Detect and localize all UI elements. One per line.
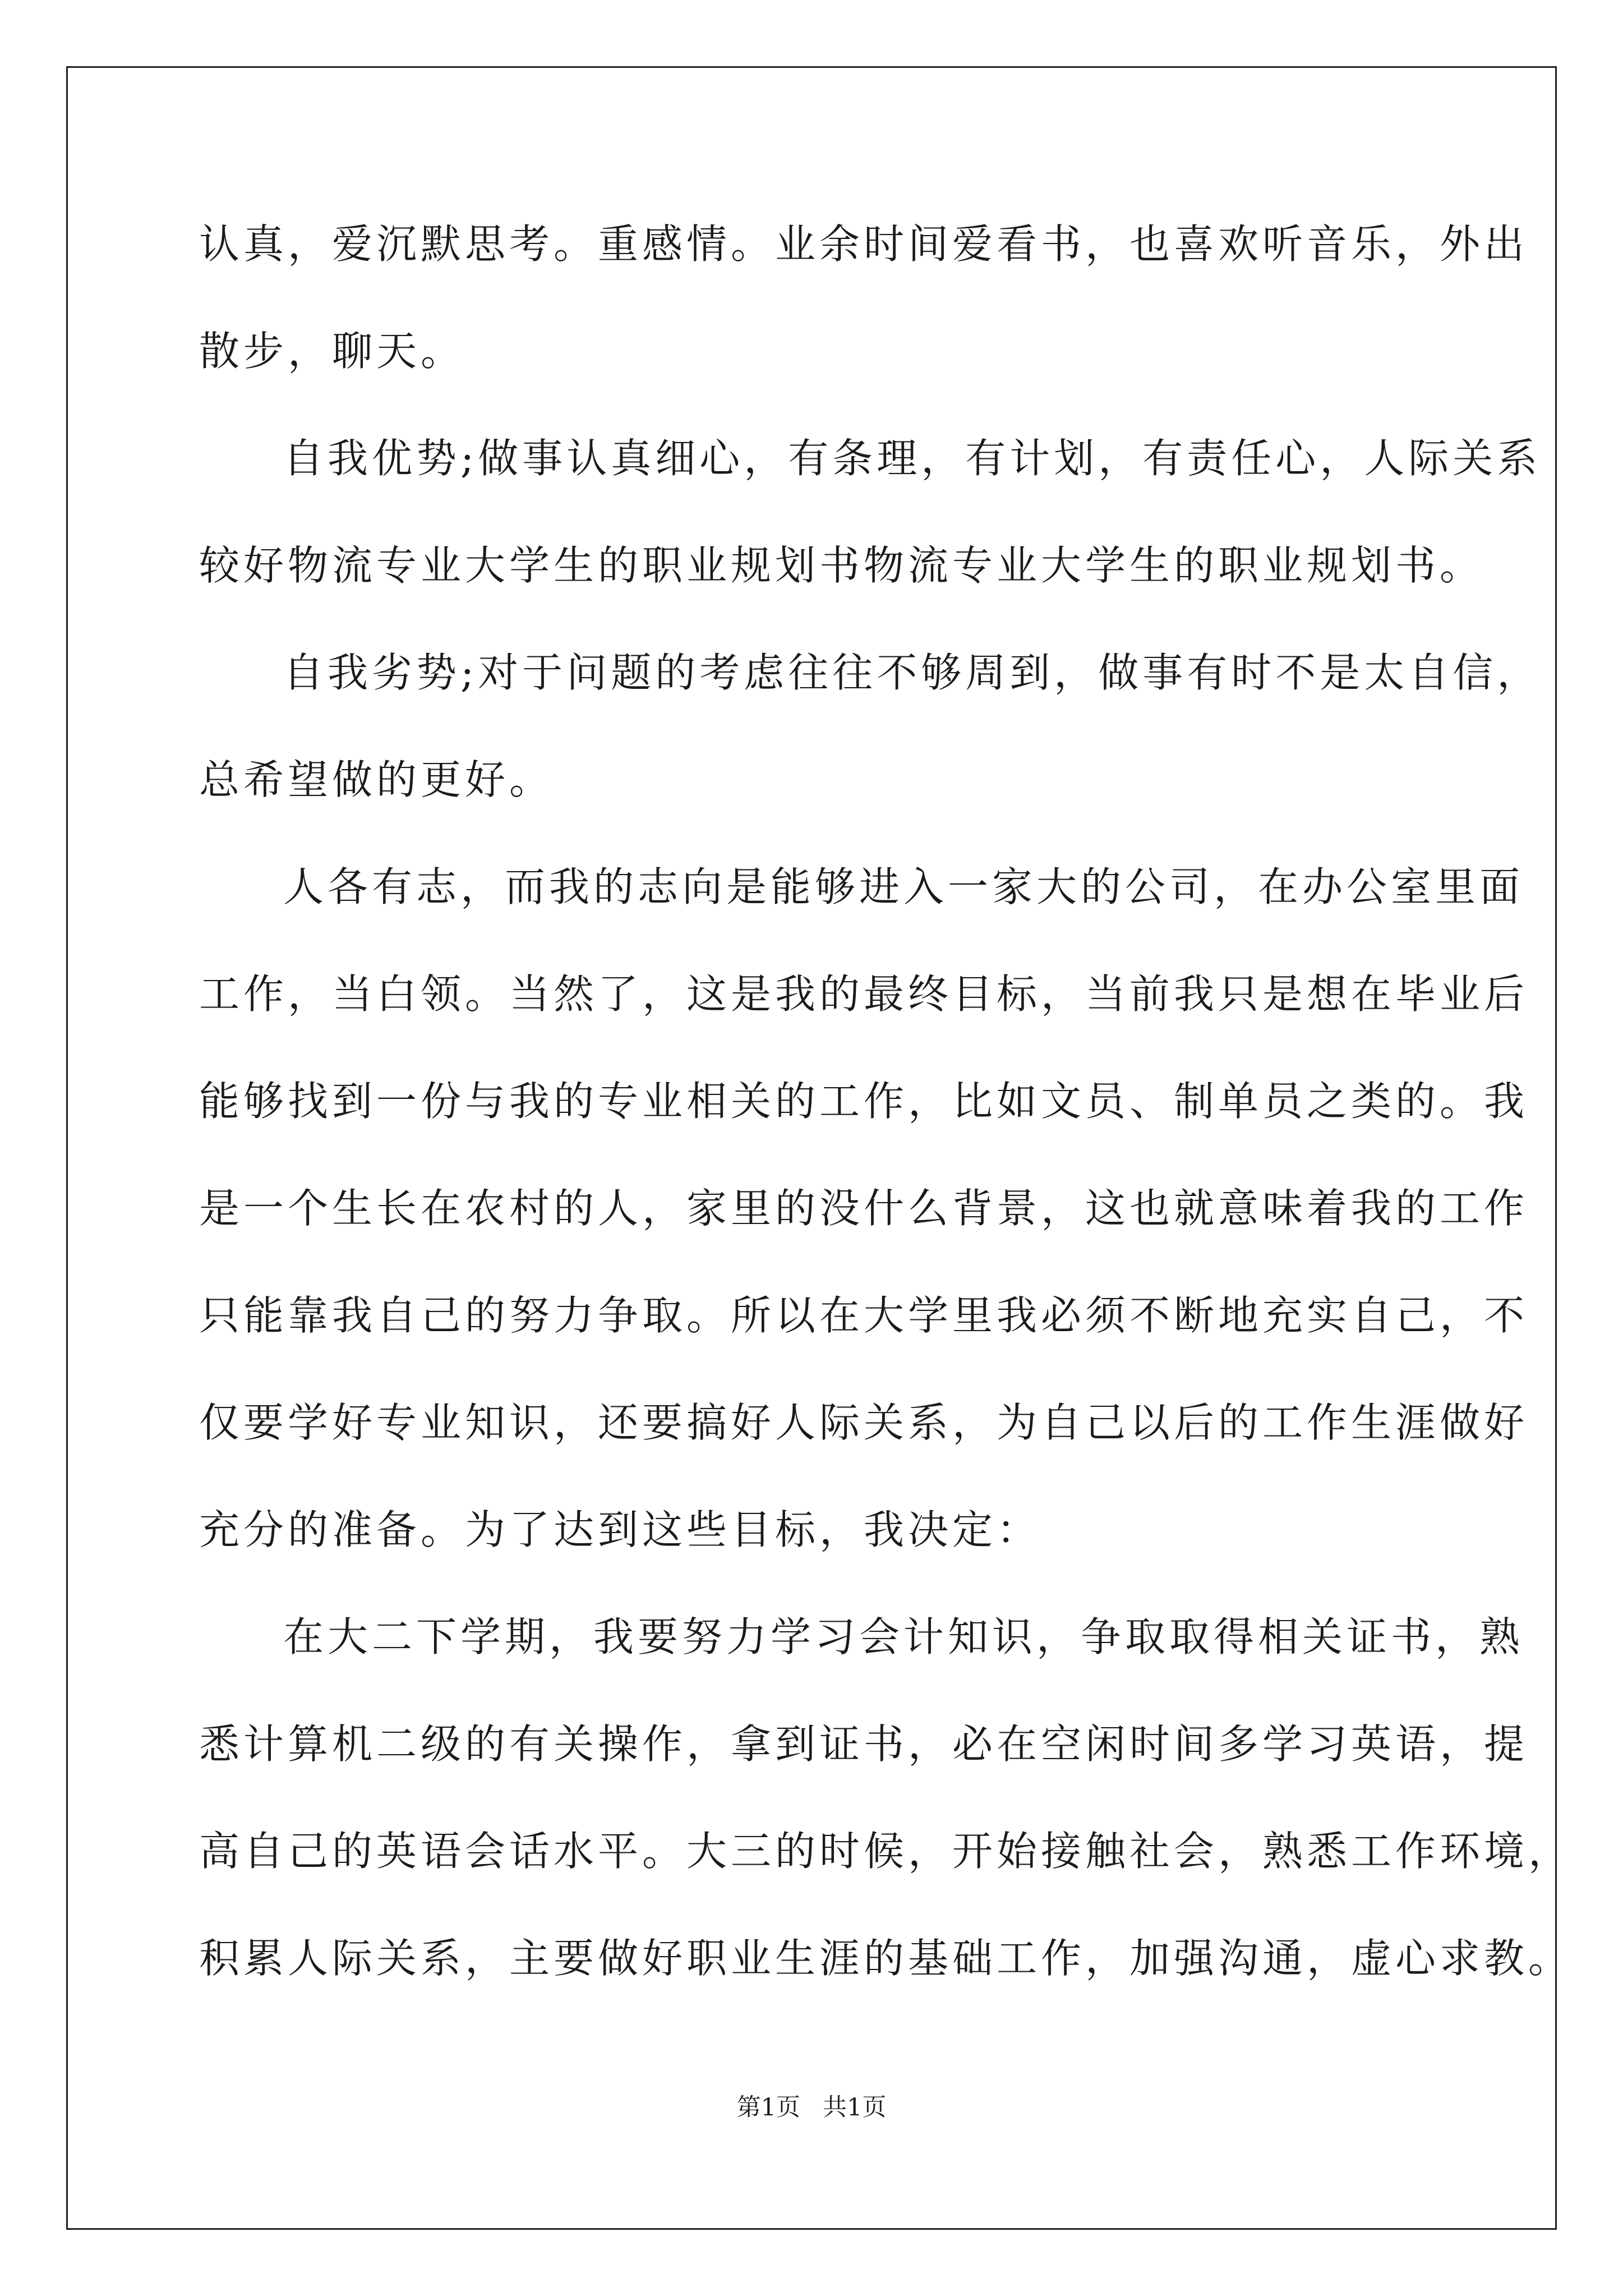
text-line: 自我优势;做事认真细心，有条理，有计划，有责任心，人际关系 <box>283 435 1542 482</box>
text-line: 认真，爱沉默思考。重感情。业余时间爱看书，也喜欢听音乐，外出 <box>199 220 1529 268</box>
text-line: 充分的准备。为了达到这些目标，我决定： <box>199 1506 1041 1553</box>
page-number: 第1页 <box>736 2093 800 2122</box>
text-line: 悉计算机二级的有关操作，拿到证书，必在空闲时间多学习英语，提 <box>199 1720 1529 1768</box>
text-line: 较好物流专业大学生的职业规划书物流专业大学生的职业规划书。 <box>199 542 1484 589</box>
text-line: 仅要学好专业知识，还要搞好人际关系，为自己以后的工作生涯做好 <box>199 1399 1529 1446</box>
page-total: 共1页 <box>823 2093 887 2122</box>
text-line: 是一个生长在农村的人，家里的没什么背景，这也就意味着我的工作 <box>199 1185 1529 1232</box>
text-line: 散步，聊天。 <box>199 328 465 375</box>
text-line: 积累人际关系，主要做好职业生涯的基础工作，加强沟通，虚心求教。 <box>199 1935 1573 1982</box>
document-body <box>199 206 1573 2028</box>
text-line: 自我劣势;对于问题的考虑往往不够周到，做事有时不是太自信， <box>283 649 1542 696</box>
text-line: 总希望做的更好。 <box>199 756 554 803</box>
text-line: 高自己的英语会话水平。大三的时候，开始接触社会，熟悉工作环境， <box>199 1828 1573 1875</box>
text-line: 只能靠我自己的努力争取。所以在大学里我必须不断地充实自己，不 <box>199 1292 1529 1339</box>
text-line: 人各有志，而我的志向是能够进入一家大的公司，在办公室里面 <box>283 863 1524 910</box>
text-line: 能够找到一份与我的专业相关的工作，比如文员、制单员之类的。我 <box>199 1078 1529 1125</box>
page-footer <box>0 2088 1623 2123</box>
text-line: 工作，当白领。当然了，这是我的最终目标，当前我只是想在毕业后 <box>199 970 1529 1018</box>
text-line: 在大二下学期，我要努力学习会计知识，争取取得相关证书，熟 <box>283 1613 1524 1660</box>
